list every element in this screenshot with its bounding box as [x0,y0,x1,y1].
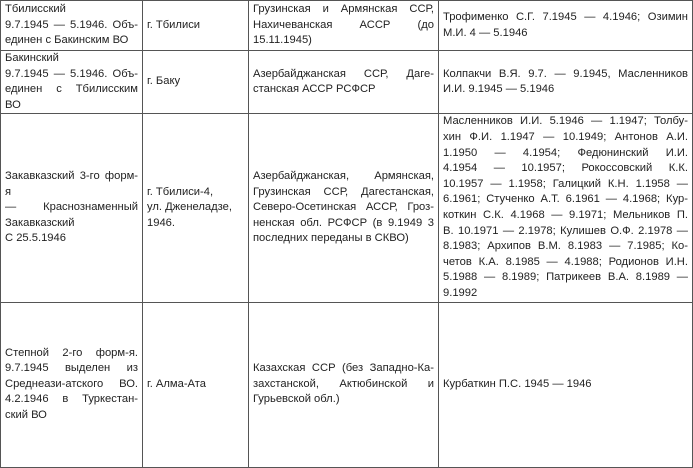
cell-line: Колпакчи В.Я. 9.7. — 9.1945, Масленников [443,67,688,80]
cell-line: С 25.5.1946 [5,232,66,245]
cell-line: ненская обл. РСФСР (в 9.1949 3 [253,216,434,229]
cell-line: Трофименко С.Г. 7.1945 — 4.1946; Озимин [443,10,688,23]
cell-line: Азербайджанская, Армянская, [253,169,434,182]
cell-line: — Краснознаменный [5,201,138,214]
cell-line: 5.1988 — 8.1989; Патрикеев В.А. 8.1989 — [443,271,688,284]
cell-line: Гурьевской обл.) [253,393,340,406]
territory-cell [249,302,439,467]
cell-line: 10.1957 — 1.1958; Галицкий К.Н. 1.1958 — [443,177,688,190]
district-cell [1,114,143,302]
cell-line: г. Тбилиси-4, [147,185,214,198]
cell-line: четов К.А. 8.1985 — 4.1988; Родионов И.Н. [443,255,688,268]
cell-line: 1.1950 — 4.1954; Федюнинский И.И. [443,146,688,159]
cell-line: Курбаткин П.С. 1945 — 1946 [443,377,592,390]
cell-line: г. Баку [147,75,181,88]
cell-line: 9.7.1945 — 5.1946. Объ- [5,67,138,80]
cell-line: М.И. 4 — 5.1946 [443,26,528,39]
cell-line: Северо-Осетинская АССР, Гроз- [253,201,434,214]
district-cell [1,1,143,51]
cell-line: г. Алма-Ата [147,377,206,390]
commanders-cell [439,302,693,467]
hq-cell [143,114,249,302]
cell-line: Грузинская ССР, Дагестанская, [253,185,434,198]
cell-line: последних переданы в СКВО) [253,232,409,245]
cell-line: 9.1992 [443,286,478,299]
cell-line: В. 10.1971 — 2.1978; Кулишев О.Ф. 2.1978 — [443,224,688,237]
commanders-cell [439,1,693,51]
cell-line: коткин С.К. 4.1968 — 9.1971; Мельников П. [443,208,688,221]
cell-line: 1946. [147,216,175,229]
territory-cell [249,114,439,302]
district-cell [1,51,143,114]
cell-line: ул. Дженеладзе, [147,201,233,214]
hq-cell [143,1,249,51]
cell-line: И.И. 9.1945 — 5.1946 [443,83,555,96]
cell-line: хин Ф.И. 1.1947 — 10.1949; Антонов А.И. [443,130,688,143]
commanders-cell [439,51,693,114]
cell-line: Масленников И.И. 5.1946 — 1.1947; Толбу- [443,115,688,128]
cell-line: Закавказский 3-го форм-я [5,169,138,198]
cell-line: Азербайджанская ССР, Даге- [253,67,434,80]
cell-line: единен с Бакинским ВО [5,34,129,47]
territory-cell [249,51,439,114]
hq-cell [143,51,249,114]
cell-line: 4.1954 — 10.1957; Рокоссовский К.К. [443,162,688,175]
cell-line: станская АССР РСФСР [253,83,376,96]
hq-cell [143,302,249,467]
cell-line: 6.1961; Стученко А.Т. 6.1961 — 4.1968; Кур- [443,193,688,206]
cell-line: 15.11.1945) [253,34,312,47]
cell-line: Среднеази-атского ВО. [5,377,138,390]
cell-line: 9.7.1945 — 5.1946. Объ- [5,18,138,31]
cell-line: Бакинский [5,52,59,64]
territory-cell [249,1,439,51]
district-cell [1,302,143,467]
table-row [1,302,693,467]
cell-line: Закавказский [5,216,75,229]
cell-line: ский ВО [5,408,47,421]
cell-line: г. Тбилиси [147,18,201,31]
table-row [1,51,693,114]
cell-line: Степной 2-го форм-я. [5,346,138,359]
table-row [1,1,693,51]
cell-line: Грузинская и Армянская ССР, [253,3,434,16]
commanders-cell [439,114,693,302]
cell-line: захстанской, Актюбинской и [253,377,434,390]
cell-line: 4.2.1946 в Туркестан- [5,393,138,406]
cell-line: Нахичеванская АССР (до [253,18,434,31]
cell-line: ВО [5,98,21,111]
cell-line: Казахская ССР (без Западно-Ка- [253,362,434,375]
cell-line: единен с Тбилисским [5,83,138,96]
cell-line: 8.1983; Архипов В.М. 8.1983 — 7.1985; Ко- [443,240,688,253]
table-row [1,114,693,302]
cell-line: Тбилисский [5,3,66,16]
cell-line: 9.7.1945 выделен из [5,362,138,375]
